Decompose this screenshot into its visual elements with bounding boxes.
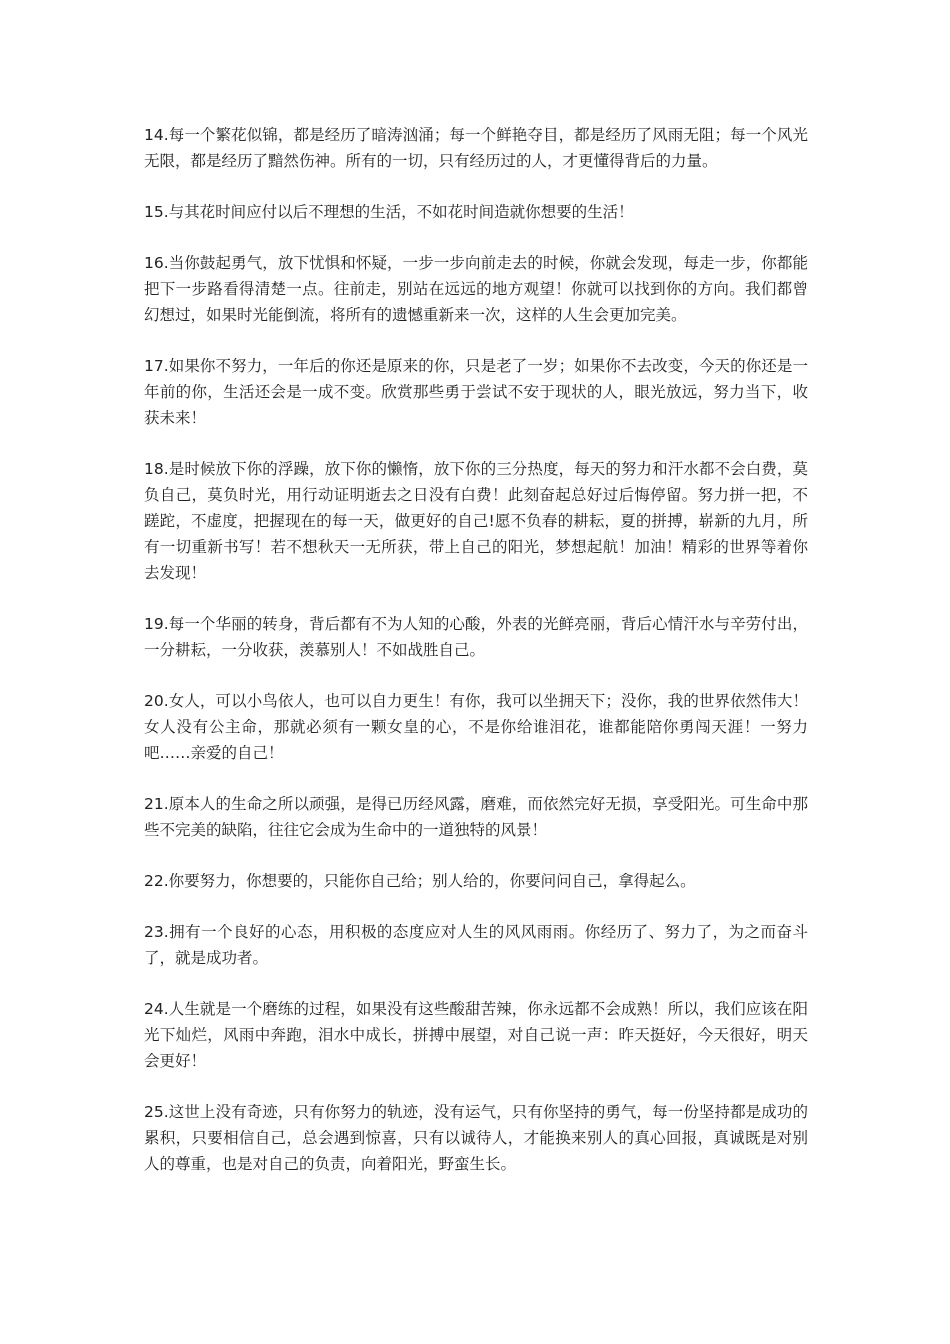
paragraph-19: 19.每一个华丽的转身，背后都有不为人知的心酸，外表的光鲜亮丽，背后心情汗水与辛劳付出，一分耕耘，一分收获，羡慕别人！不如战胜自己。 (144, 615, 808, 659)
paragraph-14: 14.每一个繁花似锦，都是经历了暗涛汹涌；每一个鲜艳夺目，都是经历了风雨无阻；每一个风光无限，都是经历了黯然伤神。所有的一切，只有经历过的人，才更懂得背后的力量。 (144, 126, 808, 170)
paragraph-21: 21.原本人的生命之所以顽强，是得已历经风露，磨难，而依然完好无损，享受阳光。可生命中那些不完美的缺陷，往往它会成为生命中的一道独特的风景！ (144, 795, 808, 839)
paragraph-22: 22.你要努力，你想要的，只能你自己给；别人给的，你要问问自己，拿得起么。 (144, 872, 696, 890)
paragraph-17: 17.如果你不努力，一年后的你还是原来的你，只是老了一岁；如果你不去改变，今天的你还是一年前的你，生活还会是一成不变。欣赏那些勇于尝试不安于现状的人，眼光放远，努力当下，收获未来！ (144, 357, 808, 427)
paragraph-18: 18.是时候放下你的浮躁，放下你的懒惰，放下你的三分热度，每天的努力和汗水都不会白费，莫负自己，莫负时光，用行动证明逝去之日没有白费！此刻奋起总好过后悔停留。努力拼一把，不蹉跎，不虚度，把握现在的每一天，做更好的自己!愿不负春的耕耘，夏的拼搏，崭新的九月，所有一切重新书写！若不想秋天一无所获，带上自己的阳光，梦想起航！加油！精彩的世界等着你去发现！ (144, 460, 808, 582)
document-body (144, 122, 808, 1202)
paragraph-16: 16.当你鼓起勇气，放下忧惧和怀疑，一步一步向前走去的时候，你就会发现，每走一步，你都能把下一步路看得清楚一点。往前走，别站在远远的地方观望！你就可以找到你的方向。我们都曾幻想过，如果时光能倒流，将所有的遗憾重新来一次，这样的人生会更加完美。 (144, 254, 808, 324)
paragraph-23: 23.拥有一个良好的心态，用积极的态度应对人生的风风雨雨。你经历了、努力了，为之而奋斗了，就是成功者。 (144, 923, 808, 967)
paragraph-24: 24.人生就是一个磨练的过程，如果没有这些酸甜苦辣，你永远都不会成熟！所以，我们应该在阳光下灿烂，风雨中奔跑，泪水中成长，拼搏中展望，对自己说一声：昨天挺好，今天很好，明天会更好！ (144, 1000, 808, 1070)
paragraph-20: 20.女人，可以小鸟依人，也可以自力更生！有你，我可以坐拥天下；没你，我的世界依然伟大！女人没有公主命，那就必须有一颗女皇的心，不是你给谁泪花，谁都能陪你勇闯天涯！一努力吧……亲爱的自己！ (144, 692, 808, 762)
paragraph-25: 25.这世上没有奇迹，只有你努力的轨迹，没有运气，只有你坚持的勇气，每一份坚持都是成功的累积，只要相信自己，总会遇到惊喜，只有以诚待人，才能换来别人的真心回报，真诚既是对别人的尊重，也是对自己的负责，向着阳光，野蛮生长。 (144, 1103, 808, 1173)
paragraph-15: 15.与其花时间应付以后不理想的生活，不如花时间造就你想要的生活！ (144, 203, 634, 221)
